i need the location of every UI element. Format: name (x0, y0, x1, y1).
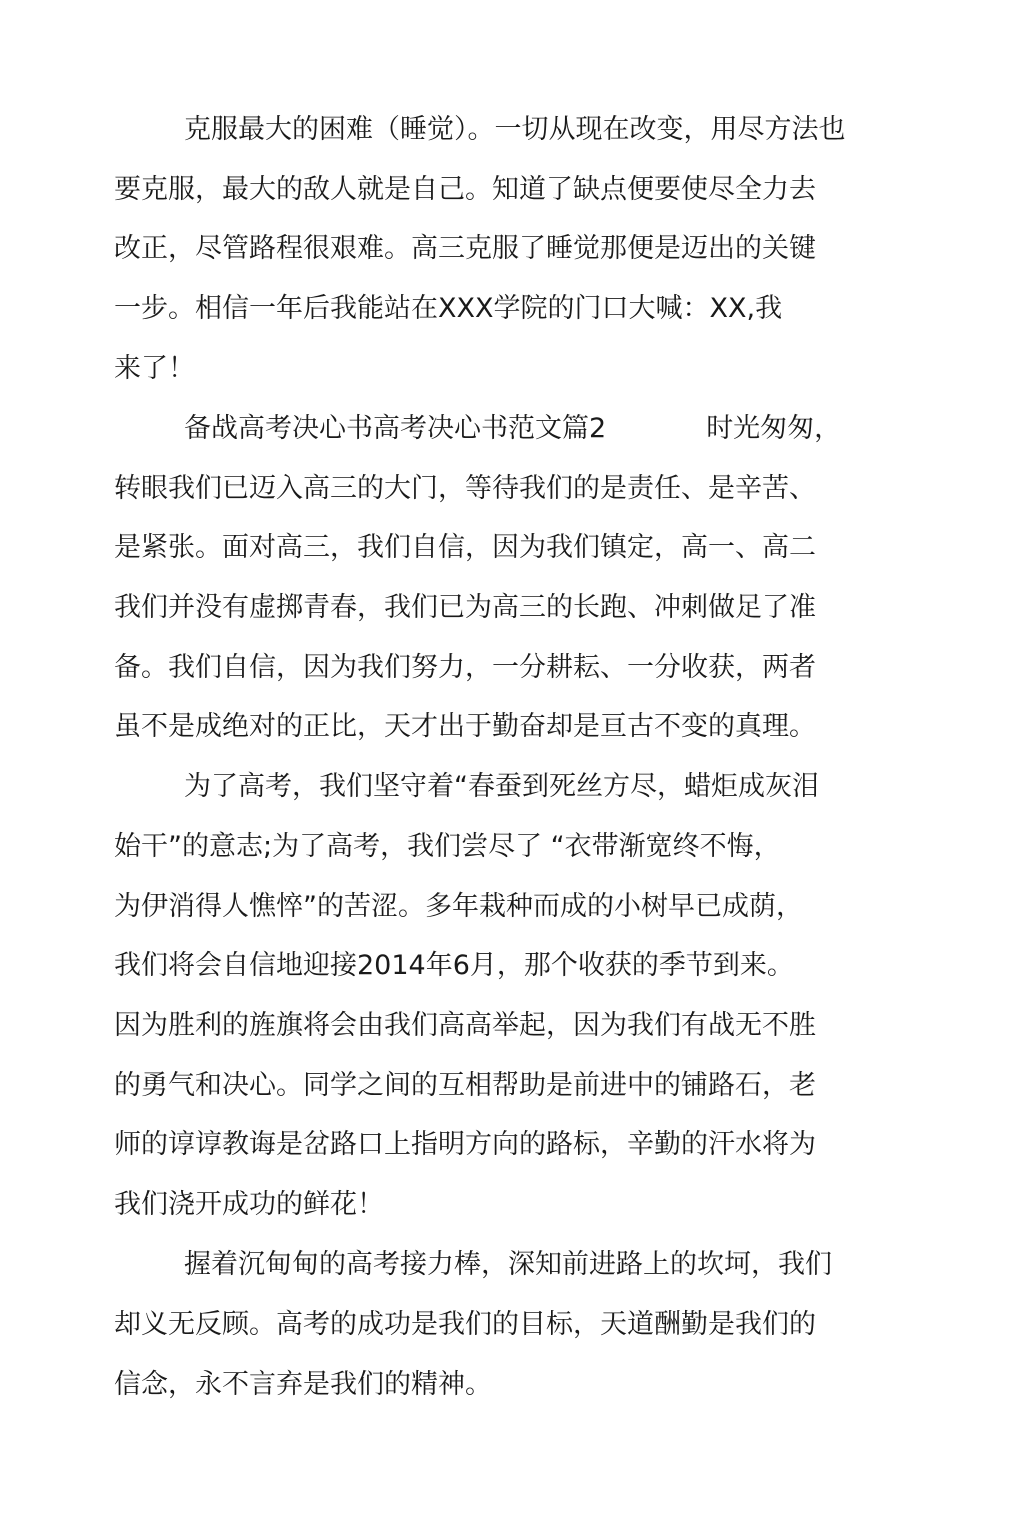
paragraph-3-line-3: 为伊消得人憔悴”的苦涩。多年栽种而成的小树早已成荫， (114, 891, 803, 922)
paragraph-1-line-1: 克服最大的困难（睡觉）。一切从现在改变，用尽方法也 (184, 114, 846, 145)
paragraph-2-line-2: 转眼我们已迈入高三的大门，等待我们的是责任、是辛苦、 (114, 473, 816, 504)
paragraph-3-line-6: 的勇气和决心。同学之间的互相帮助是前进中的铺路石，老 (114, 1070, 816, 1101)
paragraph-3-line-4: 我们将会自信地迎接2014年6月，那个收获的季节到来。 (114, 950, 794, 981)
paragraph-2-line-5: 备。我们自信，因为我们努力，一分耕耘、一分收获，两者 (114, 652, 816, 683)
paragraph-3-line-1: 为了高考，我们坚守着“春蚕到死丝方尽，蜡炬成灰泪 (184, 771, 819, 802)
paragraph-3-line-2: 始干”的意志;为了高考，我们尝尽了 “衣带渐宽终不悔， (114, 831, 781, 862)
section-heading: 备战高考决心书高考决心书范文篇2 (184, 413, 607, 444)
paragraph-2-line-6: 虽不是成绝对的正比，天才出于勤奋却是亘古不变的真理。 (114, 711, 816, 742)
paragraph-3-line-7: 师的谆谆教诲是岔路口上指明方向的路标，辛勤的汗水将为 (114, 1129, 816, 1160)
paragraph-1-line-4: 一步。相信一年后我能站在XXX学院的门口大喊：XX,我 (114, 293, 783, 324)
paragraph-3-line-5: 因为胜利的旌旗将会由我们高高举起，因为我们有战无不胜 (114, 1010, 816, 1041)
paragraph-4-line-2: 却义无反顾。高考的成功是我们的目标，天道酬勤是我们的 (114, 1309, 816, 1340)
paragraph-1-line-2: 要克服，最大的敌人就是自己。知道了缺点便要使尽全力去 (114, 174, 816, 205)
paragraph-4-line-1: 握着沉甸甸的高考接力棒，深知前进路上的坎坷，我们 (184, 1249, 832, 1280)
paragraph-1-line-5: 来了！ (114, 353, 195, 384)
paragraph-1-line-3: 改正，尽管路程很艰难。高三克服了睡觉那便是迈出的关键 (114, 233, 816, 264)
paragraph-4-line-3: 信念，永不言弃是我们的精神。 (114, 1369, 492, 1400)
paragraph-2-line-1: 时光匆匆， (706, 413, 842, 444)
paragraph-2-line-3: 是紧张。面对高三，我们自信，因为我们镇定，高一、高二 (114, 532, 816, 563)
paragraph-2-line-4: 我们并没有虚掷青春，我们已为高三的长跑、冲刺做足了准 (114, 592, 816, 623)
paragraph-3-line-8: 我们浇开成功的鲜花！ (114, 1189, 384, 1220)
section-heading-line (184, 409, 984, 449)
